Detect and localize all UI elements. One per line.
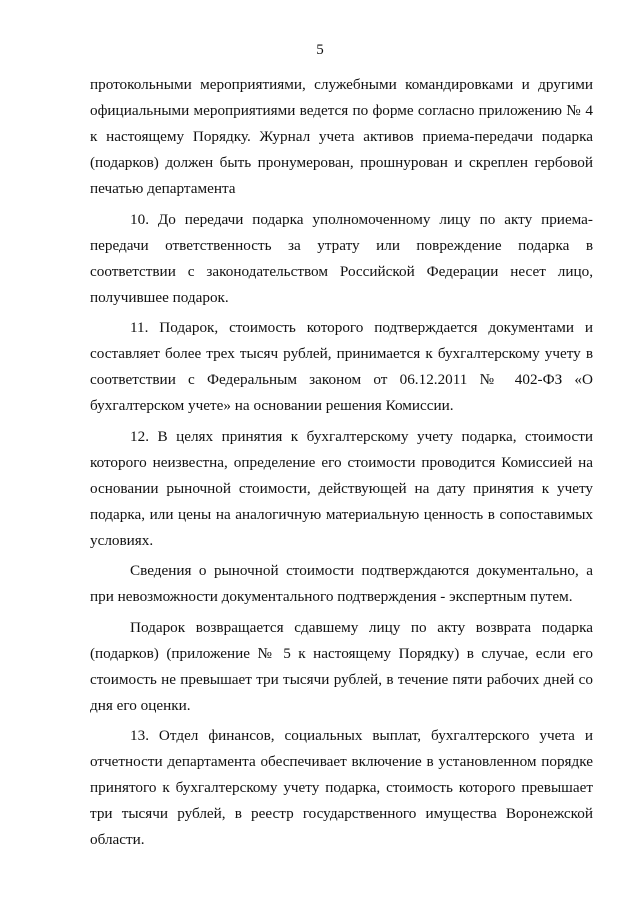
paragraph-continuation: протокольными мероприятиями, служебными командировками и другими официальными мероприятиями ведется по форме согласно приложению № 4 к настоящему Порядку. Журнал учета активов приема-передачи подарка (подарков) должен быть пронумерован, прошнурован и скреплен гербовой печатью департамента <box>90 76 593 197</box>
paragraph-item-11: 11. Подарок, стоимость которого подтверждается документами и составляет более трех тысяч рублей, принимается к бухгалтерскому учету в соответствии с Федеральным законом от 06.12.2011 № 402-ФЗ «О бухгалтерском учете» на основании решения Комиссии. <box>90 319 593 414</box>
page-number: 5 <box>316 42 324 58</box>
document-body <box>90 72 593 858</box>
paragraph-item-13: 13. Отдел финансов, социальных выплат, бухгалтерского учета и отчетности департамента обеспечивает включение в установленном порядке принятого к бухгалтерскому учету подарка, стоимость которого превышает три тысячи рублей, в реестр государственного имущества Воронежской области. <box>90 727 593 848</box>
paragraph-item-12: 12. В целях принятия к бухгалтерскому учету подарка, стоимости которого неизвестна, определение его стоимости проводится Комиссией на основании рыночной стоимости, действующей на дату принятия к учету подарка, или цены на аналогичную материальную ценность в сопоставимых условиях. <box>90 427 593 549</box>
paragraph-item-10: 10. До передачи подарка уполномоченному лицу по акту приема-передачи ответственность за утрату или повреждение подарка в соответствии с законодательством Российской Федерации несет лицо, получившее подарок. <box>90 210 593 306</box>
paragraph-gift-return: Подарок возвращается сдавшему лицу по акту возврата подарка (подарков) (приложение № 5 к настоящему Порядку) в случае, если его стоимость не превышает три тысячи рублей, в течение пяти рабочих дней со дня его оценки. <box>90 618 593 714</box>
paragraph-market-value: Сведения о рыночной стоимости подтверждаются документально, а при невозможности документального подтверждения - экспертным путем. <box>90 562 593 605</box>
